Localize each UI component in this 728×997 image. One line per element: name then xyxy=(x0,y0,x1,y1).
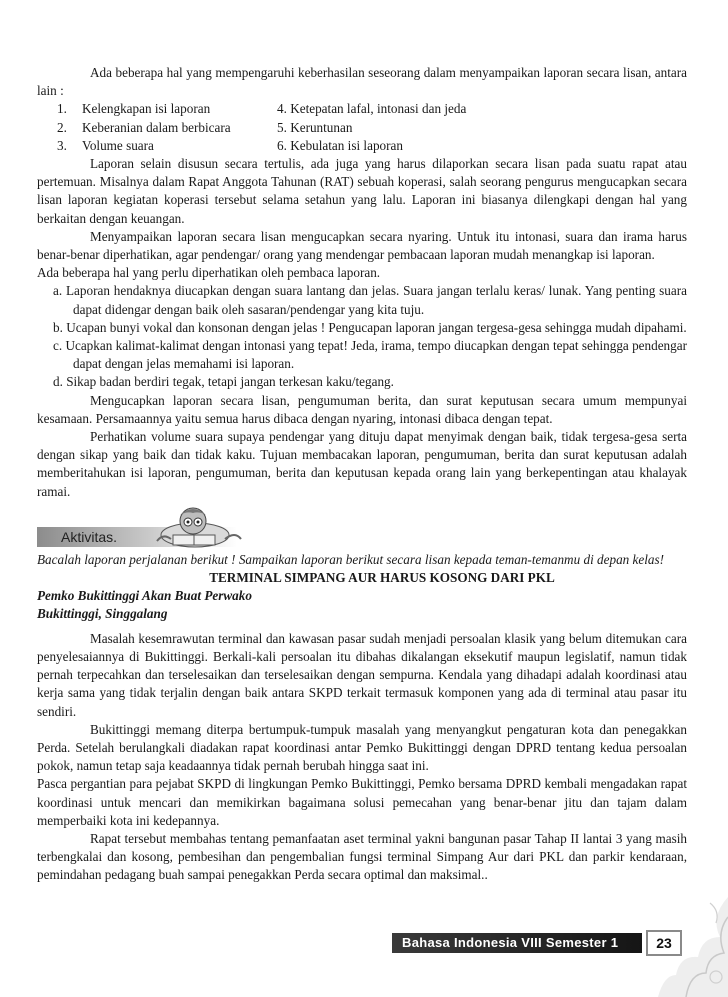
paragraph: Perhatikan volume suara supaya pendengar yang dituju dapat menyimak dengan baik, tidak tergesa-gesa serta dengan sikap yang baik dan tidak kaku. Tujuan membacakan laporan, pengumuman, berita dan surat keputusan adalah memberitahukan isi laporan, pengumuman, berita dan keputusan kepada orang lain yang berkepentingan atau khalayak ramai. xyxy=(37,429,687,499)
factor-right: 5. Keruntunan xyxy=(277,119,353,135)
factor-left: Volume suara xyxy=(82,137,154,153)
point-item: d. Sikap badan berdiri tegak, tetapi jangan terkesan kaku/tegang. xyxy=(53,374,394,390)
page-body xyxy=(37,64,687,885)
paragraph: Laporan selain disusun secara tertulis, ada juga yang harus dilaporkan secara lisan pada suatu rapat atau pertemuan. Misalnya dalam Rapat Anggota Tahunan (RAT) sebuah koperasi, salah seorang pengurus mengucapkan secara lisan laporan kegiatan koperasi tersebut selama setahun yang lalu. Laporan ini biasanya dilengkapi dengan hal yang berkaitan dengan keuangan. xyxy=(37,156,687,226)
point-item: c. Ucapkan kalimat-kalimat dengan intonasi yang tepat! Jeda, irama, tempo diucapkan dengan tepat sehingga pendengar dapat dengan jelas memahami isi laporan. xyxy=(53,338,687,372)
article-source: Bukittinggi, Singgalang xyxy=(37,606,168,622)
article-subtitle: Pemko Bukittinggi Akan Buat Perwako xyxy=(37,588,252,604)
page-number: 23 xyxy=(646,930,682,956)
factor-left: Kelengkapan isi laporan xyxy=(82,101,211,117)
paragraph: Mengucapkan laporan secara lisan, pengumuman berita, dan surat keputusan secara umum mempunyai kesamaan. Persamaannya yaitu semua harus dibaca dengan nyaring, intonasi dibaca dengan tepat. xyxy=(37,392,687,426)
footer-book-title: Bahasa Indonesia VIII Semester 1 xyxy=(392,933,642,953)
intro-paragraph: Ada beberapa hal yang mempengaruhi keberhasilan seseorang dalam menyampaikan laporan secara lisan, antara lain : xyxy=(37,65,687,99)
factor-num: 3. xyxy=(57,137,67,153)
paragraph: Menyampaikan laporan secara lisan mengucapkan secara nyaring. Untuk itu intonasi, suara dan irama harus benar-benar diperhatikan, agar pendengar/ orang yang mendengar pembacaan laporan mudah menangkap isi laporan. xyxy=(37,228,687,263)
factor-right: 4. Ketepatan lafal, intonasi dan jeda xyxy=(277,101,467,117)
factor-left: Keberanian dalam berbicara xyxy=(82,119,231,135)
aktivitas-label: Aktivitas. xyxy=(61,528,118,545)
article-paragraph: Bukittinggi memang diterpa bertumpuk-tumpuk masalah yang menyangkut pengaturan kota dan penegakkan Perda. Setelah berulangkali diadakan rapat koordinasi antar Pemko Bukittinggi dengan DPRD tentang kedua persoalan pokok, namun tetap saja keadaannya tidak pernah berubah hingga saat ini. xyxy=(37,721,687,774)
reading-mascot-icon xyxy=(155,505,245,551)
factor-right: 6. Kebulatan isi laporan xyxy=(277,137,403,153)
aktivitas-header xyxy=(37,515,687,551)
article-title: TERMINAL SIMPANG AUR HARUS KOSONG DARI PKL xyxy=(209,570,555,586)
paragraph: Ada beberapa hal yang perlu diperhatikan oleh pembaca laporan. xyxy=(37,265,381,281)
factor-num: 1. xyxy=(57,101,67,117)
activity-instruction: Bacalah laporan perjalanan berikut ! Sampaikan laporan berikut secara lisan kepada teman-temanmu di depan kelas! xyxy=(37,551,665,567)
point-item: b. Ucapan bunyi vokal dan konsonan dengan jelas ! Pengucapan laporan jangan tergesa-gesa sehingga mudah dipahami. xyxy=(53,319,687,335)
point-item: a. Laporan hendaknya diucapkan dengan suara lantang dan jelas. Suara jangan terlalu keras/ lunak. Yang penting suara dapat didengar dengan baik oleh sasaran/pendengar yang kita tuju. xyxy=(53,283,687,317)
article-paragraph: Rapat tersebut membahas tentang pemanfaatan aset terminal yakni bangunan pasar Tahap II lantai 3 yang masih terbengkalai dan kosong, pembesihan dan pengembalian fungsi terminal Simpang Aur dari PKL dan parkir kendaraan, pemindahan pedagang buah sampai penegakkan Perda secara optimal dan maksimal.. xyxy=(37,830,687,883)
factor-list xyxy=(57,100,687,155)
article-paragraph: Masalah kesemrawutan terminal dan kawasan pasar sudah menjadi persoalan klasik yang belum ditemukan cara penyelesaiannya di Bukittinggi. Berkali-kali persoalan itu dibahas dikalangan eksekutif maupun legislatif, namun tidak pernah terpecahkan dan terselesaikan dan terselesaikan dengan sempurna. Kendala yang dihadapi adalah koordinasi atau kerja sama yang tidak terjalin dengan baik antara SKPD terkait termasuk komponen yang ada di terminal atau pasar itu sendiri. xyxy=(37,630,687,719)
article-paragraph: Pasca pergantian para pejabat SKPD di lingkungan Pemko Bukittinggi, Pemko bersama DPRD kembali mengadakan rapat koordinasi untuk mencari dan memikirkan bagaimana solusi pemecahan yang benar-benar jitu dan tajam dalam memperbaiki kota ini kedepannya. xyxy=(37,776,687,828)
factor-num: 2. xyxy=(57,119,67,135)
